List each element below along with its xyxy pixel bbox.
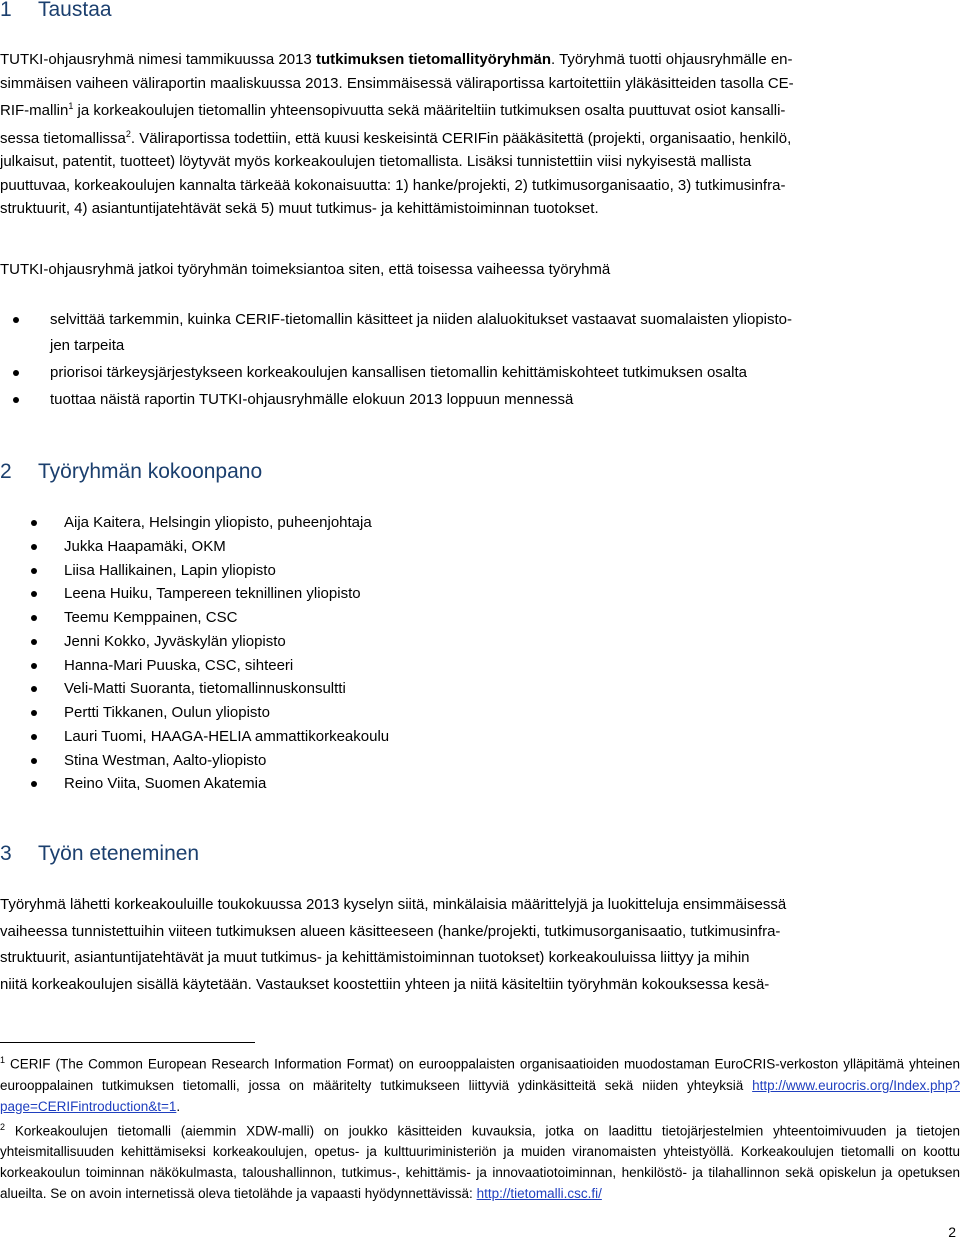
section-number: 3 (0, 842, 12, 865)
list-item: Reino Viita, Suomen Akatemia (64, 772, 924, 796)
list-item: Veli-Matti Suoranta, tietomallinnuskonsultti (64, 677, 924, 701)
section-1-heading (0, 0, 112, 22)
task-list (50, 307, 960, 414)
list-item: Aija Kaitera, Helsingin yliopisto, puheenjohtaja (64, 511, 924, 535)
footnote-1 (0, 1050, 960, 1117)
footnote-ref-2[interactable]: 2 (125, 128, 131, 139)
text-line: struktuurit, 4) asiantuntijatehtävät sekä 5) muut tutkimus- ja kehittämistoiminnan tuotokset. (0, 200, 599, 217)
text-run: sessa tietomallissa (0, 129, 126, 147)
text-line: Työryhmä lähetti korkeakouluille toukokuussa 2013 kyselyn siitä, minkälaisia määrittelyjä ja luokitteluja ensimmäisessä (0, 896, 787, 913)
member-list (64, 511, 924, 796)
list-item: Stina Westman, Aalto-yliopisto (64, 749, 924, 773)
text-run: TUTKI-ohjausryhmä nimesi tammikuussa 2013 (0, 51, 316, 68)
list-item: Liisa Hallikainen, Lapin yliopisto (64, 559, 924, 583)
list-item: Pertti Tikkanen, Oulun yliopisto (64, 701, 924, 725)
text-line: puuttuvaa, korkeakoulujen kannalta tärkeää kokonaisuutta: 1) hanke/projekti, 2) tutkimusorganisaatio, 3) tutkimusinfra- (0, 176, 786, 194)
text-run: RIF-mallin (0, 102, 69, 119)
footnote-number: 1 (0, 1055, 6, 1065)
text-run: ja korkeakoulujen tietomallin yhteensopivuutta sekä määriteltiin tutkimuksen osalta puuttuvat osiot kansalli- (73, 102, 786, 119)
list-item: Hanna-Mari Puuska, CSC, sihteeri (64, 654, 924, 678)
section-1-paragraph (0, 48, 960, 221)
list-item-text: priorisoi tärkeysjärjestykseen korkeakoulujen kansallisen tietomallin kehittämiskohteet tutkimuksen osalta (50, 364, 747, 381)
section-3-paragraph (0, 892, 960, 998)
list-item: Lauri Tuomi, HAAGA-HELIA ammattikorkeakoulu (64, 725, 924, 749)
section-3-heading (0, 842, 199, 866)
footnote-text: Korkeakoulujen tietomalli (aiemmin XDW-malli) on joukko käsitteiden kuvauksia, jotka on laadittu tietojärjestelmien yhteentoimivuuden ja tietojen yhteismitallisuuden kehittämiseksi korkeakoulujen, opetus- ja kulttuuriministeriön ja muiden viranomaisten yhteistyöllä. Korkeakoulujen tietomalli on koottu korkeakoulun toiminnan näkökulmasta, taloushallinnon, tutkimus-, kehittämis- ja innovaatiotoiminnan, henkilöstö- ja tilahallinnon sekä opiskelun ja opetuksen alueilta. Se on avoin internetissä oleva tietolähde ja vapaasti hyödynnettävissä: (0, 1123, 960, 1201)
tietomalli-link[interactable]: http://tietomalli.csc.fi/ (476, 1186, 602, 1201)
text-line: niitä korkeakoulujen sisällä käytetään. Vastaukset koostettiin yhteen ja niitä käsiteltiin työryhmän kokouksessa kesä- (0, 975, 770, 993)
text-line: simmäisen vaiheen väliraportin maaliskuussa 2013. Ensimmäisessä väliraportissa kartoitettiin yläkäsitteiden tasolla CE- (0, 74, 794, 92)
footnotes (0, 1050, 960, 1204)
list-item: Jukka Haapamäki, OKM (64, 535, 924, 559)
section-number: 1 (0, 0, 12, 21)
section-title: Työryhmän kokoonpano (38, 460, 263, 483)
footnote-2 (0, 1117, 960, 1205)
section-number: 2 (0, 460, 12, 483)
text-run: . Väliraportissa todettiin, että kuusi keskeisintä CERIFin pääkäsitettä (projekti, organisaatio, henkilö, (130, 129, 792, 147)
footnote-ref-1[interactable]: 1 (68, 101, 74, 111)
bold-text: tutkimuksen tietomallityöryhmän (315, 51, 552, 68)
text-line: julkaisut, patentit, tuotteet) löytyvät myös korkeakoulujen tietomallista. Lisäksi tunnistettiin viisi nykyisestä mallista (0, 153, 752, 170)
footnote-number: 2 (0, 1121, 6, 1132)
section-title: Työn eteneminen (38, 842, 200, 865)
list-item (50, 387, 960, 413)
eurocris-link[interactable]: http://www.eurocris.org/Index.php?page=CERIFintroduction&t=1 (0, 1077, 960, 1114)
section-1-paragraph-2: TUTKI-ohjausryhmä jatkoi työryhmän toimeksiantoa siten, että toisessa vaiheessa työryhmä (0, 261, 611, 278)
section-title: Taustaa (38, 0, 112, 21)
list-item (50, 360, 960, 386)
list-item-text: tuottaa näistä raportin TUTKI-ohjausryhmälle elokuun 2013 loppuun mennessä (50, 391, 574, 408)
list-item (50, 307, 960, 359)
footnote-divider (0, 1042, 255, 1043)
text-line: struktuurit, asiantuntijatehtävät ja muut tutkimus- ja kehittämistoiminnan tuotokset) korkeakouluissa liittyy ja mihin (0, 949, 750, 966)
list-item-text: selvittää tarkemmin, kuinka CERIF-tietomallin käsitteet ja niiden alaluokitukset vastaavat suomalaisten yliopisto- (50, 311, 792, 328)
text-run: . Työryhmä tuotti ohjausryhmälle en- (551, 51, 793, 68)
text-line: vaiheessa tunnistettuihin viiteen tutkimuksen alueen käsitteeseen (hanke/projekti, tutkimusorganisaatio, tutkimusinfra- (0, 922, 781, 940)
page-number: 2 (948, 1224, 956, 1240)
list-item-text: jen tarpeita (50, 337, 125, 354)
list-item: Teemu Kemppainen, CSC (64, 606, 924, 630)
section-2-heading (0, 460, 262, 484)
footnote-text: . (176, 1098, 181, 1114)
list-item: Jenni Kokko, Jyväskylän yliopisto (64, 630, 924, 654)
footnote-text: CERIF (The Common European Research Information Format) on eurooppalaisten organisaatioiden muodostaman EuroCRIS-verkoston ylläpitämä yhteinen eurooppalainen tutkimuksen tietomalli, jossa on määritelty tutkimukseen liittyviä ydinkäsitteitä sekä niiden yhteyksiä (0, 1056, 960, 1093)
list-item: Leena Huiku, Tampereen teknillinen yliopisto (64, 582, 924, 606)
